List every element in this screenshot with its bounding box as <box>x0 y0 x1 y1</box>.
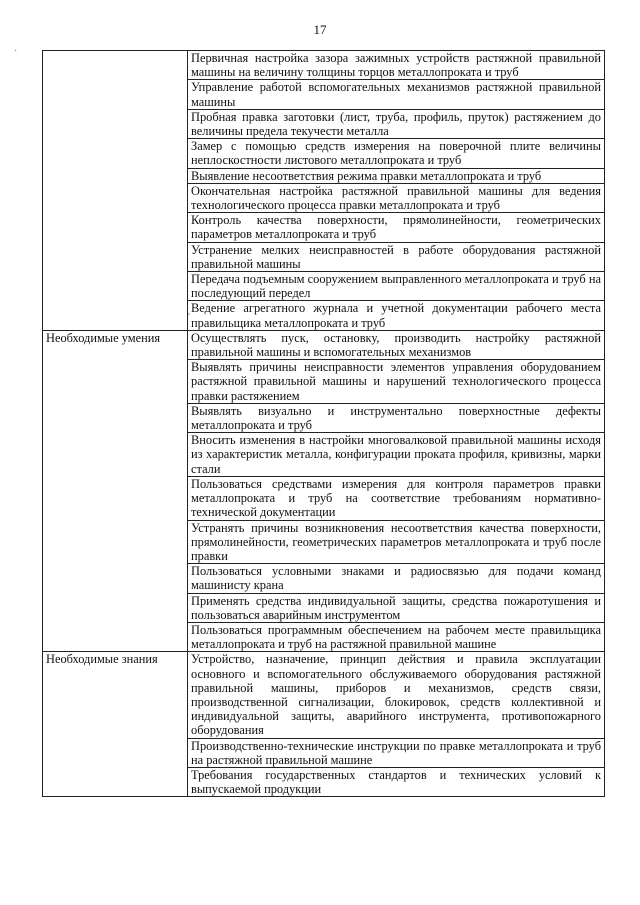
table-cell: Выявление несоответствия режима правки металлопроката и труб <box>188 168 605 183</box>
table-cell: Замер с помощью средств измерения на поверочной плите величины неплоскостности листового металлопроката и труб <box>188 139 605 168</box>
requirements-table <box>42 50 605 797</box>
table-cell: Первичная настройка зазора зажимных устройств растяжной правильной машины на величину толщины торцов металлопроката и труб <box>188 51 605 80</box>
section-label <box>43 51 188 331</box>
page-number: 17 <box>313 22 327 37</box>
table-row <box>43 330 605 359</box>
table-cell: Устройство, назначение, принцип действия и правила эксплуатации основного и вспомогательного обслуживаемого оборудования растяжной правильной машины, приборов и механизмов, средств связи, производственной сигнализации, блокировок, средств коллективной и индивидуальной защиты, аварийного инструмента, противопожарного оборудования <box>188 652 605 738</box>
table-cell: Осуществлять пуск, остановку, производить настройку растяжной правильной машины и вспомогательных механизмов <box>188 330 605 359</box>
table-row <box>43 51 605 80</box>
table-cell: Устранять причины возникновения несоответствия качества поверхности, прямолинейности, геометрических параметров металлопроката и труб после правки <box>188 520 605 564</box>
table-cell: Выявлять причины неисправности элементов управления оборудованием растяжной правильной машины и нарушений технологического процесса правки растяжением <box>188 360 605 404</box>
table-cell: Пробная правка заготовки (лист, труба, профиль, пруток) растяжением до величины предела текучести металла <box>188 109 605 138</box>
table-cell: Контроль качества поверхности, прямолинейности, геометрических параметров металлопроката и труб <box>188 213 605 242</box>
table-cell: Передача подъемным сооружением выправленного металлопроката и труб на последующий передел <box>188 272 605 301</box>
table-cell: Окончательная настройка растяжной правильной машины для ведения технологического процесса правки металлопроката и труб <box>188 183 605 212</box>
table-cell: Пользоваться условными знаками и радиосвязью для подачи команд машинисту крана <box>188 564 605 593</box>
table-cell: Вносить изменения в настройки многовалковой правильной машины исходя из характеристик металла, конфигурации проката профиля, кривизны, марки стали <box>188 433 605 477</box>
table-cell: Выявлять визуально и инструментально поверхностные дефекты металлопроката и труб <box>188 403 605 432</box>
table-cell: Пользоваться средствами измерения для контроля параметров правки металлопроката и труб на соответствие требованиям нормативно-технической документации <box>188 476 605 520</box>
scan-mark: · <box>14 46 18 57</box>
section-label: Необходимые знания <box>43 652 188 797</box>
table-cell: Управление работой вспомогательных механизмов растяжной правильной машины <box>188 80 605 109</box>
table-cell: Пользоваться программным обеспечением на рабочем месте правильщика металлопроката и труб на растяжной правильной машине <box>188 622 605 651</box>
table-row <box>43 652 605 738</box>
table-cell: Применять средства индивидуальной защиты, средства пожаротушения и пользоваться аварийным инструментом <box>188 593 605 622</box>
table-cell: Требования государственных стандартов и технических условий к выпускаемой продукции <box>188 767 605 796</box>
section-label: Необходимые умения <box>43 330 188 651</box>
table-cell: Ведение агрегатного журнала и учетной документации рабочего места правильщика металлопроката и труб <box>188 301 605 330</box>
scan-mark: ' <box>188 312 190 323</box>
table-body <box>43 51 605 797</box>
table-cell: Производственно-технические инструкции по правке металлопроката и труб на растяжной правильной машине <box>188 738 605 767</box>
table-cell: Устранение мелких неисправностей в работе оборудования растяжной правильной машины <box>188 242 605 271</box>
